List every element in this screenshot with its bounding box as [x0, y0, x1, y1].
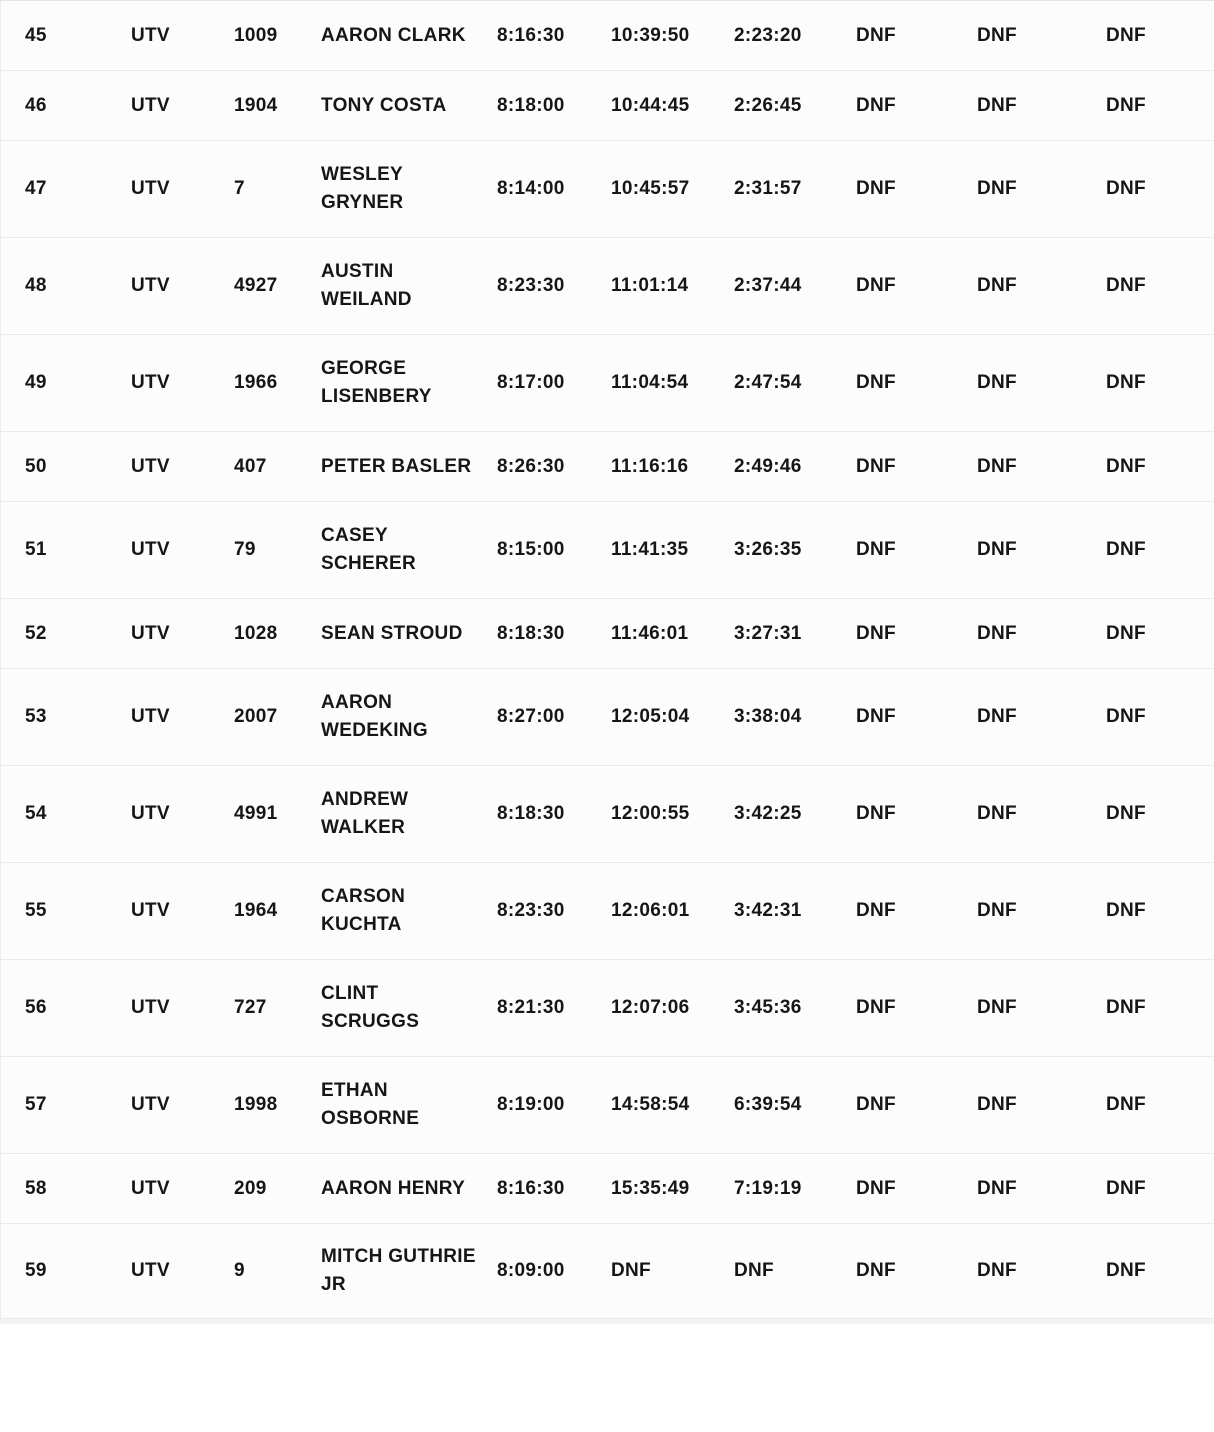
vehicle-number-cell: 4991	[234, 803, 278, 824]
stage-1-cell: DNF	[856, 900, 896, 921]
driver-name-cell: AARON HENRY	[321, 1177, 466, 1199]
finish-time-cell: 12:05:04	[611, 706, 690, 727]
position-cell: 51	[25, 539, 47, 560]
finish-time-cell: 12:06:01	[611, 900, 690, 921]
elapsed-time-cell: 7:19:19	[734, 1177, 802, 1199]
vehicle-number-cell: 1998	[234, 1094, 278, 1115]
stage-2-cell: DNF	[977, 803, 1017, 824]
table-row	[1, 141, 1214, 238]
stage-1-cell: DNF	[856, 455, 896, 477]
stage-3-cell: DNF	[1106, 900, 1146, 921]
vehicle-number-cell: 1964	[234, 900, 278, 921]
stage-2-cell: DNF	[977, 622, 1017, 644]
stage-1-cell: DNF	[856, 1094, 896, 1115]
driver-name-cell: ETHAN OSBORNE	[321, 1080, 420, 1129]
finish-time-cell: DNF	[611, 1260, 651, 1281]
table-row	[1, 71, 1214, 141]
stage-3-cell: DNF	[1106, 622, 1146, 644]
start-time-cell: 8:16:30	[497, 1177, 565, 1199]
stage-3-cell: DNF	[1106, 803, 1146, 824]
start-time-cell: 8:23:30	[497, 275, 565, 296]
elapsed-time-cell: 2:23:20	[734, 24, 802, 46]
position-cell: 54	[25, 803, 47, 824]
stage-2-cell: DNF	[977, 997, 1017, 1018]
finish-time-cell: 10:45:57	[611, 178, 690, 199]
elapsed-time-cell: 3:42:25	[734, 803, 802, 824]
stage-1-cell: DNF	[856, 275, 896, 296]
start-time-cell: 8:19:00	[497, 1094, 565, 1115]
vehicle-number-cell: 407	[234, 455, 267, 477]
class-cell: UTV	[131, 178, 170, 199]
start-time-cell: 8:18:00	[497, 94, 565, 116]
driver-name-cell: WESLEY GRYNER	[321, 164, 404, 213]
driver-name-cell: TONY COSTA	[321, 94, 447, 116]
finish-time-cell: 11:01:14	[611, 275, 689, 296]
vehicle-number-cell: 1009	[234, 24, 278, 46]
vehicle-number-cell: 727	[234, 997, 267, 1018]
class-cell: UTV	[131, 622, 170, 644]
vehicle-number-cell: 1966	[234, 372, 278, 393]
stage-2-cell: DNF	[977, 539, 1017, 560]
class-cell: UTV	[131, 1094, 170, 1115]
stage-1-cell: DNF	[856, 997, 896, 1018]
class-cell: UTV	[131, 1177, 170, 1199]
finish-time-cell: 11:46:01	[611, 622, 689, 644]
finish-time-cell: 11:04:54	[611, 372, 689, 393]
position-cell: 50	[25, 455, 47, 477]
stage-1-cell: DNF	[856, 706, 896, 727]
table-row	[1, 960, 1214, 1057]
position-cell: 45	[25, 24, 47, 46]
table-row	[1, 1154, 1214, 1224]
stage-3-cell: DNF	[1106, 372, 1146, 393]
elapsed-time-cell: DNF	[734, 1260, 774, 1281]
start-time-cell: 8:18:30	[497, 622, 565, 644]
stage-1-cell: DNF	[856, 1260, 896, 1281]
partial-next-row	[1, 1319, 1214, 1324]
vehicle-number-cell: 7	[234, 178, 245, 199]
class-cell: UTV	[131, 94, 170, 116]
stage-1-cell: DNF	[856, 178, 896, 199]
driver-name-cell: AARON CLARK	[321, 24, 466, 46]
table-body	[1, 1, 1214, 1319]
class-cell: UTV	[131, 455, 170, 477]
start-time-cell: 8:17:00	[497, 372, 565, 393]
class-cell: UTV	[131, 900, 170, 921]
driver-name-cell: GEORGE LISENBERY	[321, 358, 432, 407]
class-cell: UTV	[131, 539, 170, 560]
elapsed-time-cell: 2:49:46	[734, 455, 802, 477]
finish-time-cell: 15:35:49	[611, 1177, 690, 1199]
elapsed-time-cell: 3:38:04	[734, 706, 802, 727]
position-cell: 55	[25, 900, 47, 921]
finish-time-cell: 14:58:54	[611, 1094, 690, 1115]
stage-2-cell: DNF	[977, 1094, 1017, 1115]
start-time-cell: 8:09:00	[497, 1260, 565, 1281]
class-cell: UTV	[131, 997, 170, 1018]
vehicle-number-cell: 4927	[234, 275, 278, 296]
elapsed-time-cell: 3:42:31	[734, 900, 802, 921]
class-cell: UTV	[131, 275, 170, 296]
driver-name-cell: AARON WEDEKING	[321, 692, 428, 741]
stage-1-cell: DNF	[856, 94, 896, 116]
table-row	[1, 669, 1214, 766]
finish-time-cell: 11:41:35	[611, 539, 689, 560]
stage-3-cell: DNF	[1106, 455, 1146, 477]
start-time-cell: 8:15:00	[497, 539, 565, 560]
stage-2-cell: DNF	[977, 1177, 1017, 1199]
driver-name-cell: CASEY SCHERER	[321, 525, 417, 574]
class-cell: UTV	[131, 24, 170, 46]
stage-3-cell: DNF	[1106, 275, 1146, 296]
finish-time-cell: 10:44:45	[611, 94, 690, 116]
stage-2-cell: DNF	[977, 372, 1017, 393]
table-row	[1, 1057, 1214, 1154]
vehicle-number-cell: 79	[234, 539, 256, 560]
table-row	[1, 766, 1214, 863]
stage-1-cell: DNF	[856, 803, 896, 824]
vehicle-number-cell: 2007	[234, 706, 278, 727]
table-row	[1, 238, 1214, 335]
table-row	[1, 1224, 1214, 1319]
stage-3-cell: DNF	[1106, 1260, 1146, 1281]
finish-time-cell: 10:39:50	[611, 24, 690, 46]
finish-time-cell: 12:00:55	[611, 803, 690, 824]
driver-name-cell: MITCH GUTHRIE JR	[321, 1246, 476, 1295]
vehicle-number-cell: 9	[234, 1260, 245, 1281]
driver-name-cell: AUSTIN WEILAND	[321, 261, 412, 310]
stage-3-cell: DNF	[1106, 997, 1146, 1018]
elapsed-time-cell: 3:45:36	[734, 997, 802, 1018]
position-cell: 56	[25, 997, 47, 1018]
table-row	[1, 863, 1214, 960]
class-cell: UTV	[131, 706, 170, 727]
position-cell: 59	[25, 1260, 47, 1281]
table-row	[1, 502, 1214, 599]
start-time-cell: 8:27:00	[497, 706, 565, 727]
table-row	[1, 1, 1214, 71]
stage-2-cell: DNF	[977, 900, 1017, 921]
position-cell: 57	[25, 1094, 47, 1115]
vehicle-number-cell: 1028	[234, 622, 278, 644]
elapsed-time-cell: 3:27:31	[734, 622, 802, 644]
stage-3-cell: DNF	[1106, 94, 1146, 116]
position-cell: 53	[25, 706, 47, 727]
stage-3-cell: DNF	[1106, 178, 1146, 199]
elapsed-time-cell: 3:26:35	[734, 539, 802, 560]
stage-3-cell: DNF	[1106, 539, 1146, 560]
elapsed-time-cell: 2:31:57	[734, 178, 802, 199]
stage-3-cell: DNF	[1106, 1094, 1146, 1115]
stage-3-cell: DNF	[1106, 706, 1146, 727]
driver-name-cell: SEAN STROUD	[321, 622, 463, 644]
stage-1-cell: DNF	[856, 24, 896, 46]
driver-name-cell: CLINT SCRUGGS	[321, 983, 420, 1032]
driver-name-cell: PETER BASLER	[321, 455, 472, 477]
stage-3-cell: DNF	[1106, 24, 1146, 46]
class-cell: UTV	[131, 803, 170, 824]
stage-2-cell: DNF	[977, 706, 1017, 727]
position-cell: 46	[25, 94, 47, 116]
vehicle-number-cell: 209	[234, 1177, 267, 1199]
class-cell: UTV	[131, 1260, 170, 1281]
stage-2-cell: DNF	[977, 1260, 1017, 1281]
elapsed-time-cell: 2:47:54	[734, 372, 802, 393]
class-cell: UTV	[131, 372, 170, 393]
table-row	[1, 599, 1214, 669]
start-time-cell: 8:26:30	[497, 455, 565, 477]
elapsed-time-cell: 6:39:54	[734, 1094, 802, 1115]
stage-1-cell: DNF	[856, 622, 896, 644]
stage-1-cell: DNF	[856, 1177, 896, 1199]
stage-3-cell: DNF	[1106, 1177, 1146, 1199]
finish-time-cell: 11:16:16	[611, 455, 689, 477]
position-cell: 49	[25, 372, 47, 393]
stage-2-cell: DNF	[977, 455, 1017, 477]
position-cell: 52	[25, 622, 47, 644]
driver-name-cell: ANDREW WALKER	[321, 789, 409, 838]
position-cell: 47	[25, 178, 47, 199]
position-cell: 48	[25, 275, 47, 296]
elapsed-time-cell: 2:26:45	[734, 94, 802, 116]
start-time-cell: 8:21:30	[497, 997, 565, 1018]
stage-2-cell: DNF	[977, 94, 1017, 116]
driver-name-cell: CARSON KUCHTA	[321, 886, 406, 935]
stage-2-cell: DNF	[977, 24, 1017, 46]
elapsed-time-cell: 2:37:44	[734, 275, 802, 296]
start-time-cell: 8:23:30	[497, 900, 565, 921]
table-row	[1, 335, 1214, 432]
stage-2-cell: DNF	[977, 178, 1017, 199]
stage-1-cell: DNF	[856, 372, 896, 393]
vehicle-number-cell: 1904	[234, 94, 278, 116]
stage-2-cell: DNF	[977, 275, 1017, 296]
stage-1-cell: DNF	[856, 539, 896, 560]
finish-time-cell: 12:07:06	[611, 997, 690, 1018]
start-time-cell: 8:18:30	[497, 803, 565, 824]
position-cell: 58	[25, 1177, 47, 1199]
table-row	[1, 432, 1214, 502]
start-time-cell: 8:14:00	[497, 178, 565, 199]
start-time-cell: 8:16:30	[497, 24, 565, 46]
